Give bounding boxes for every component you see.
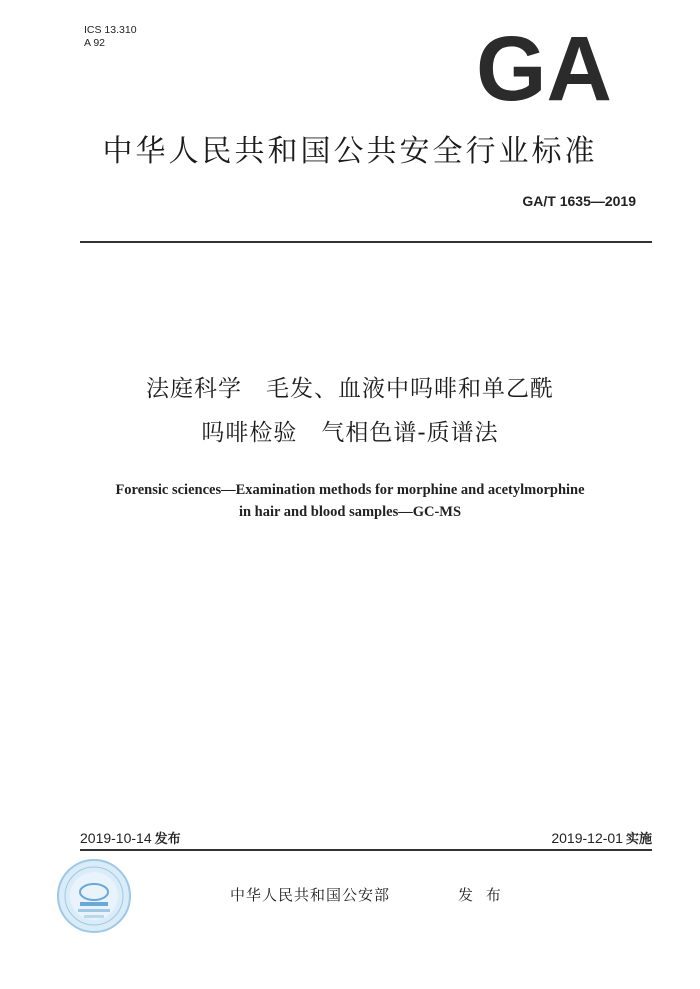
issue-date: 2019-10-14 <box>80 830 152 846</box>
implement-date: 2019-12-01 <box>551 830 623 846</box>
authenticity-seal-icon <box>56 858 132 934</box>
footer-divider <box>80 849 652 851</box>
implement-date-block <box>551 828 652 847</box>
ccs-code: A 92 <box>84 37 106 49</box>
header-divider <box>80 241 652 243</box>
implement-label: 实施 <box>625 832 652 847</box>
ga-logo <box>474 30 614 104</box>
issue-label: 发布 <box>154 832 181 847</box>
title-zh-line2: 吗啡检验 气相色谱-质谱法 <box>201 420 499 446</box>
classification-codes <box>84 24 137 50</box>
ics-code: ICS 13.310 <box>84 24 137 36</box>
ga-logo-text: GA <box>476 30 612 104</box>
standard-number: GA/T 1635—2019 <box>522 193 636 209</box>
title-zh-line1: 法庭科学 毛发、血液中吗啡和单乙酰 <box>146 376 554 402</box>
standard-category: 中华人民共和国公共安全行业标准 <box>102 134 598 169</box>
issue-date-block <box>80 828 181 847</box>
publish-label: 发 布 <box>458 886 505 904</box>
title-en-line1: Forensic sciences—Examination methods for morphine and acetylmorphine <box>115 482 585 498</box>
publisher: 中华人民共和国公安部 <box>230 886 391 904</box>
title-en-line2: in hair and blood samples—GC-MS <box>238 504 462 520</box>
